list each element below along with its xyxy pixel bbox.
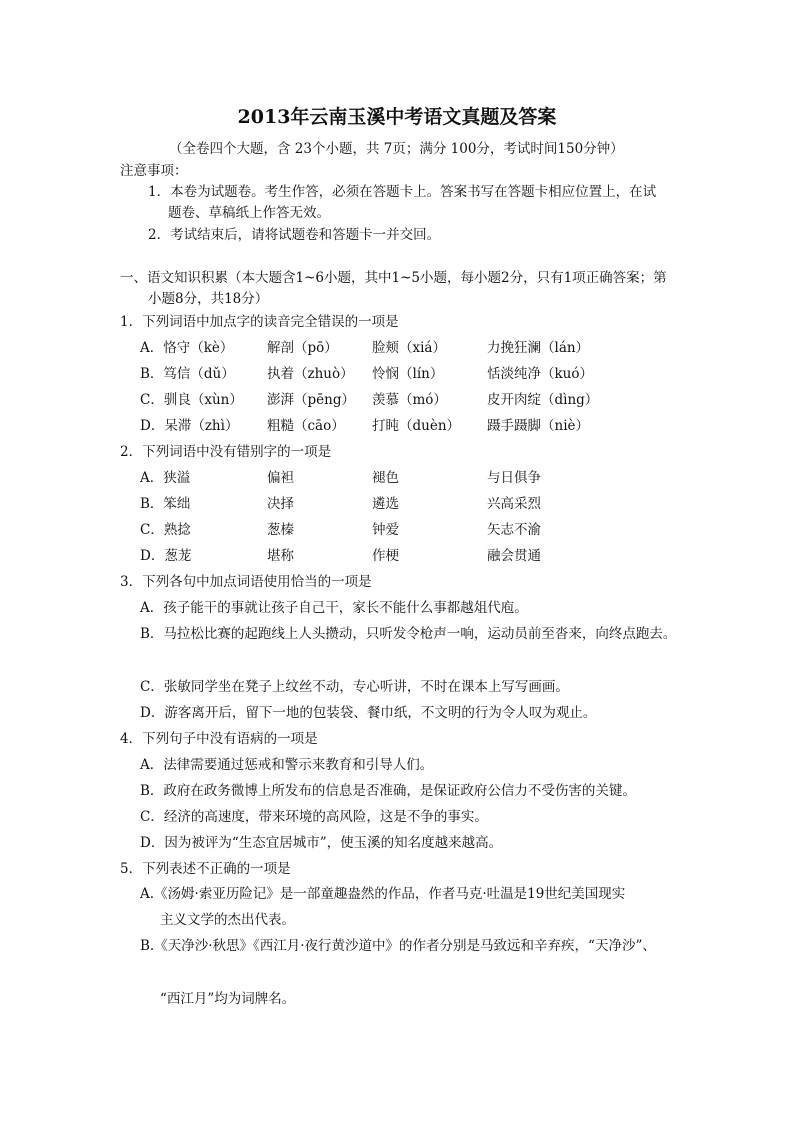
question-5-option-a: A.《汤姆·索亚历险记》是一部童趣盎然的作品，作者马克·吐温是19世纪美国现实	[140, 886, 626, 902]
notes-item-1: 1．本卷为试题卷。考生作答，必须在答题卡上。答案书写在答题卡相应位置上，在试	[148, 184, 657, 200]
question-3-stem: 3．下列各句中加点词语使用恰当的一项是	[120, 574, 372, 590]
question-4-stem: 4．下列句子中没有语病的一项是	[120, 731, 318, 747]
question-3-option-d: D．游客离开后，留下一地的包装袋、餐巾纸，不文明的行为令人叹为观止。	[140, 705, 597, 721]
question-5-option-b: B.《天净沙·秋思》《西江月·夜行黄沙道中》的作者分别是马致远和辛弃疾，“天净沙”、	[140, 938, 656, 954]
option-b-1: B．笃信（dǔ）	[140, 366, 235, 382]
option-a-3: 脸颊（xiá）	[372, 340, 446, 356]
option-c-4: 皮开肉绽（dìng）	[487, 392, 599, 408]
option-d-4: 融会贯通	[487, 548, 541, 564]
option-d-1: D．葱茏	[140, 548, 192, 564]
question-2-stem: 2．下列词语中没有错别字的一项是	[120, 444, 332, 460]
question-3-option-a: A．孩子能干的事就让孩子自己干，家长不能什么事都越俎代庖。	[140, 600, 528, 616]
option-d-3: 作梗	[372, 548, 399, 564]
option-c-1: C．驯良（xùn）	[140, 392, 243, 408]
option-d-2: 粗糙（cāo）	[267, 418, 345, 434]
option-d-1: D．呆滞（zhì）	[140, 418, 239, 434]
option-c-4: 矢志不渝	[487, 522, 541, 538]
option-d-4: 蹑手蹑脚（niè）	[487, 418, 590, 434]
option-c-1: C．熟捻	[140, 522, 191, 538]
option-d-2: 堪称	[267, 548, 294, 564]
option-b-2: 决择	[267, 496, 294, 512]
question-1-stem: 1．下列词语中加点字的读音完全错误的一项是	[120, 314, 399, 330]
option-a-1: A．恪守（kè）	[140, 340, 234, 356]
question-3-option-c: C．张敏同学坐在凳子上纹丝不动，专心听讲，不时在课本上写写画画。	[140, 679, 569, 695]
question-4-option-a: A．法律需要通过惩戒和警示来教育和引导人们。	[140, 757, 434, 773]
question-5-stem: 5．下列表述不正确的一项是	[120, 861, 291, 877]
page-title: 2013年云南玉溪中考语文真题及答案	[237, 106, 557, 128]
option-b-3: 遴选	[372, 496, 399, 512]
option-a-1: A．狭溢	[140, 470, 191, 486]
option-b-1: B．笨绌	[140, 496, 191, 512]
option-a-2: 偏袒	[267, 470, 294, 486]
question-5-option-b-cont: “西江月”均为词牌名。	[160, 991, 296, 1007]
option-b-3: 怜悯（lín）	[372, 366, 444, 382]
option-a-3: 褪色	[372, 470, 399, 486]
exam-info: （全卷四个大题，含 23个小题，共 7页；满分 100分，考试时间150分钟）	[169, 141, 624, 157]
option-a-2: 解剖（pō）	[267, 340, 338, 356]
question-4-option-d: D．因为被评为“生态宜居城市”，使玉溪的知名度越来越高。	[140, 835, 503, 851]
notes-item-1-cont: 题卷、草稿纸上作答无效。	[168, 205, 330, 221]
option-b-4: 恬淡纯净（kuó）	[487, 366, 594, 382]
option-d-3: 打盹（duèn）	[372, 418, 461, 434]
option-c-3: 羡慕（mó）	[372, 392, 447, 408]
notes-item-2: 2．考试结束后，请将试题卷和答题卡一并交回。	[148, 227, 441, 243]
option-b-2: 执着（zhuò）	[267, 366, 354, 382]
option-c-2: 澎湃（pēng）	[267, 392, 355, 408]
notes-heading: 注意事项：	[120, 163, 188, 179]
question-4-option-b: B．政府在政务微博上所发布的信息是否准确，是保证政府公信力不受伤害的关键。	[140, 783, 636, 799]
question-5-option-a-cont: 主义文学的杰出代表。	[160, 912, 295, 928]
question-3-option-b: B．马拉松比赛的起跑线上人头攒动，只听发令枪声一响，运动员前至沓来，向终点跑去。	[140, 626, 677, 642]
section-1-heading-cont: 小题8分，共18分）	[148, 291, 269, 307]
option-a-4: 力挽狂澜（lán）	[487, 340, 590, 356]
option-c-2: 葱榛	[267, 522, 294, 538]
option-a-4: 与日俱争	[487, 470, 541, 486]
question-4-option-c: C．经济的高速度，带来环境的高风险，这是不争的事实。	[140, 809, 488, 825]
option-c-3: 钟爱	[372, 522, 399, 538]
section-1-heading: 一、语文知识积累（本大题含1~6小题，其中1~5小题，每小题2分，只有1项正确答案；第	[120, 270, 667, 286]
option-b-4: 兴高采烈	[487, 496, 541, 512]
